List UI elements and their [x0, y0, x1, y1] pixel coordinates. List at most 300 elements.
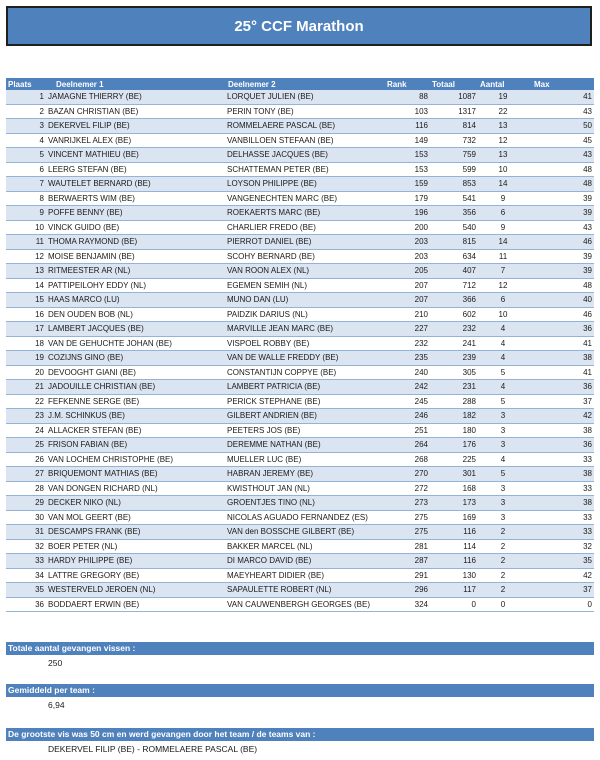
- cell-rank: 232: [385, 336, 430, 351]
- cell-plaats: 35: [6, 583, 46, 598]
- cell-aantal: 4: [478, 336, 528, 351]
- cell-max: 42: [528, 409, 594, 424]
- cell-deelnemer1: POFFE BENNY (BE): [46, 206, 225, 221]
- cell-rank: 103: [385, 104, 430, 119]
- cell-deelnemer1: BAZAN CHRISTIAN (BE): [46, 104, 225, 119]
- cell-aantal: 9: [478, 191, 528, 206]
- cell-deelnemer1: FRISON FABIAN (BE): [46, 438, 225, 453]
- table-row: [6, 438, 594, 453]
- cell-max: 0: [528, 597, 594, 612]
- cell-deelnemer1: THOMA RAYMOND (BE): [46, 235, 225, 250]
- cell-plaats: 23: [6, 409, 46, 424]
- cell-aantal: 3: [478, 481, 528, 496]
- cell-aantal: 3: [478, 510, 528, 525]
- cell-totaal: 241: [430, 336, 478, 351]
- cell-aantal: 4: [478, 322, 528, 337]
- cell-deelnemer1: FEFKENNE SERGE (BE): [46, 394, 225, 409]
- cell-deelnemer1: BODDAERT ERWIN (BE): [46, 597, 225, 612]
- cell-deelnemer1: HAAS MARCO (LU): [46, 293, 225, 308]
- cell-totaal: 602: [430, 307, 478, 322]
- table-row: [6, 554, 594, 569]
- cell-totaal: 356: [430, 206, 478, 221]
- cell-plaats: 1: [6, 90, 46, 104]
- table-row: [6, 206, 594, 221]
- cell-deelnemer2: HABRAN JEREMY (BE): [225, 467, 385, 482]
- cell-aantal: 10: [478, 307, 528, 322]
- cell-deelnemer2: NICOLAS AGUADO FERNANDEZ (ES): [225, 510, 385, 525]
- cell-aantal: 0: [478, 597, 528, 612]
- cell-max: 39: [528, 249, 594, 264]
- col-header-deelnemer1: Deelnemer 1: [46, 78, 225, 90]
- cell-deelnemer1: ALLACKER STEFAN (BE): [46, 423, 225, 438]
- cell-max: 46: [528, 307, 594, 322]
- cell-plaats: 8: [6, 191, 46, 206]
- cell-totaal: 114: [430, 539, 478, 554]
- cell-plaats: 2: [6, 104, 46, 119]
- cell-aantal: 7: [478, 264, 528, 279]
- cell-totaal: 541: [430, 191, 478, 206]
- cell-rank: 88: [385, 90, 430, 104]
- cell-deelnemer2: PERICK STEPHANE (BE): [225, 394, 385, 409]
- cell-deelnemer1: VAN MOL GEERT (BE): [46, 510, 225, 525]
- cell-plaats: 6: [6, 162, 46, 177]
- cell-totaal: 1317: [430, 104, 478, 119]
- cell-rank: 207: [385, 278, 430, 293]
- cell-deelnemer1: PATTIPEILOHY EDDY (NL): [46, 278, 225, 293]
- table-row: [6, 568, 594, 583]
- cell-totaal: 815: [430, 235, 478, 250]
- cell-totaal: 225: [430, 452, 478, 467]
- cell-deelnemer2: VAN CAUWENBERGH GEORGES (BE): [225, 597, 385, 612]
- cell-totaal: 853: [430, 177, 478, 192]
- cell-plaats: 5: [6, 148, 46, 163]
- results-table: [6, 78, 594, 612]
- cell-max: 33: [528, 525, 594, 540]
- cell-deelnemer1: RITMEESTER AR (NL): [46, 264, 225, 279]
- cell-rank: 227: [385, 322, 430, 337]
- cell-max: 48: [528, 162, 594, 177]
- cell-aantal: 10: [478, 162, 528, 177]
- table-row: [6, 162, 594, 177]
- cell-max: 39: [528, 206, 594, 221]
- cell-deelnemer2: VAN DE WALLE FREDDY (BE): [225, 351, 385, 366]
- cell-deelnemer1: DESCAMPS FRANK (BE): [46, 525, 225, 540]
- cell-aantal: 3: [478, 496, 528, 511]
- cell-deelnemer1: HARDY PHILIPPE (BE): [46, 554, 225, 569]
- cell-aantal: 2: [478, 539, 528, 554]
- cell-max: 36: [528, 322, 594, 337]
- cell-totaal: 407: [430, 264, 478, 279]
- cell-plaats: 12: [6, 249, 46, 264]
- cell-rank: 324: [385, 597, 430, 612]
- table-row: [6, 452, 594, 467]
- cell-max: 38: [528, 423, 594, 438]
- cell-aantal: 3: [478, 409, 528, 424]
- cell-deelnemer1: VAN LOCHEM CHRISTOPHE (BE): [46, 452, 225, 467]
- cell-aantal: 5: [478, 467, 528, 482]
- cell-max: 43: [528, 104, 594, 119]
- table-row: [6, 220, 594, 235]
- cell-plaats: 17: [6, 322, 46, 337]
- cell-aantal: 2: [478, 525, 528, 540]
- summary-average-label: Gemiddeld per team :: [6, 684, 594, 697]
- summary-total-value: 250: [48, 658, 63, 668]
- cell-rank: 268: [385, 452, 430, 467]
- page-title: 25° CCF Marathon: [234, 17, 364, 35]
- cell-totaal: 231: [430, 380, 478, 395]
- table-row: [6, 539, 594, 554]
- cell-aantal: 2: [478, 554, 528, 569]
- table-row: [6, 351, 594, 366]
- cell-rank: 205: [385, 264, 430, 279]
- cell-deelnemer1: VAN DE GEHUCHTE JOHAN (BE): [46, 336, 225, 351]
- cell-aantal: 4: [478, 380, 528, 395]
- cell-max: 41: [528, 365, 594, 380]
- table-row: [6, 525, 594, 540]
- cell-plaats: 14: [6, 278, 46, 293]
- cell-deelnemer2: VISPOEL ROBBY (BE): [225, 336, 385, 351]
- cell-plaats: 24: [6, 423, 46, 438]
- cell-plaats: 30: [6, 510, 46, 525]
- cell-totaal: 1087: [430, 90, 478, 104]
- cell-rank: 153: [385, 148, 430, 163]
- cell-deelnemer2: VAN ROON ALEX (NL): [225, 264, 385, 279]
- cell-totaal: 173: [430, 496, 478, 511]
- cell-totaal: 0: [430, 597, 478, 612]
- cell-totaal: 182: [430, 409, 478, 424]
- table-row: [6, 322, 594, 337]
- cell-totaal: 168: [430, 481, 478, 496]
- cell-plaats: 20: [6, 365, 46, 380]
- col-header-totaal: Totaal: [430, 78, 478, 90]
- cell-rank: 196: [385, 206, 430, 221]
- cell-aantal: 12: [478, 133, 528, 148]
- cell-deelnemer2: MARVILLE JEAN MARC (BE): [225, 322, 385, 337]
- cell-totaal: 599: [430, 162, 478, 177]
- cell-plaats: 32: [6, 539, 46, 554]
- cell-aantal: 6: [478, 293, 528, 308]
- table-row: [6, 235, 594, 250]
- table-header-row: [6, 78, 594, 90]
- cell-deelnemer2: GILBERT ANDRIEN (BE): [225, 409, 385, 424]
- cell-rank: 281: [385, 539, 430, 554]
- summary-average-value: 6,94: [48, 700, 65, 710]
- cell-deelnemer2: CHARLIER FREDO (BE): [225, 220, 385, 235]
- cell-max: 39: [528, 191, 594, 206]
- cell-totaal: 301: [430, 467, 478, 482]
- table-row: [6, 365, 594, 380]
- cell-rank: 291: [385, 568, 430, 583]
- cell-max: 37: [528, 583, 594, 598]
- cell-plaats: 25: [6, 438, 46, 453]
- cell-rank: 159: [385, 177, 430, 192]
- cell-deelnemer2: EGEMEN SEMIH (NL): [225, 278, 385, 293]
- table-row: [6, 467, 594, 482]
- table-row: [6, 278, 594, 293]
- cell-deelnemer2: KWISTHOUT JAN (NL): [225, 481, 385, 496]
- cell-deelnemer1: VAN DONGEN RICHARD (NL): [46, 481, 225, 496]
- cell-max: 40: [528, 293, 594, 308]
- cell-deelnemer2: LORQUET JULIEN (BE): [225, 90, 385, 104]
- cell-deelnemer2: BAKKER MARCEL (NL): [225, 539, 385, 554]
- cell-deelnemer1: DEKERVEL FILIP (BE): [46, 119, 225, 134]
- cell-deelnemer2: DELHASSE JACQUES (BE): [225, 148, 385, 163]
- table-row: [6, 191, 594, 206]
- cell-deelnemer2: PAIDZIK DARIUS (NL): [225, 307, 385, 322]
- cell-max: 42: [528, 568, 594, 583]
- cell-rank: 251: [385, 423, 430, 438]
- cell-plaats: 15: [6, 293, 46, 308]
- summary-biggest-label: De grootste vis was 50 cm en werd gevangen door het team / de teams van :: [6, 728, 594, 741]
- cell-aantal: 22: [478, 104, 528, 119]
- cell-rank: 179: [385, 191, 430, 206]
- cell-plaats: 3: [6, 119, 46, 134]
- cell-totaal: 117: [430, 583, 478, 598]
- cell-plaats: 26: [6, 452, 46, 467]
- cell-aantal: 14: [478, 177, 528, 192]
- cell-deelnemer1: J.M. SCHINKUS (BE): [46, 409, 225, 424]
- cell-deelnemer1: VANRIJKEL ALEX (BE): [46, 133, 225, 148]
- cell-plaats: 21: [6, 380, 46, 395]
- cell-max: 35: [528, 554, 594, 569]
- cell-max: 45: [528, 133, 594, 148]
- cell-max: 50: [528, 119, 594, 134]
- cell-deelnemer1: WESTERVELD JEROEN (NL): [46, 583, 225, 598]
- table-row: [6, 409, 594, 424]
- cell-deelnemer1: VINCENT MATHIEU (BE): [46, 148, 225, 163]
- cell-deelnemer2: MUELLER LUC (BE): [225, 452, 385, 467]
- cell-max: 43: [528, 148, 594, 163]
- table-row: [6, 496, 594, 511]
- cell-rank: 203: [385, 249, 430, 264]
- table-row: [6, 148, 594, 163]
- cell-deelnemer2: DI MARCO DAVID (BE): [225, 554, 385, 569]
- cell-rank: 296: [385, 583, 430, 598]
- cell-deelnemer2: ROMMELAERE PASCAL (BE): [225, 119, 385, 134]
- table-row: [6, 90, 594, 104]
- cell-rank: 116: [385, 119, 430, 134]
- cell-max: 46: [528, 235, 594, 250]
- cell-aantal: 2: [478, 568, 528, 583]
- cell-totaal: 180: [430, 423, 478, 438]
- table-row: [6, 249, 594, 264]
- cell-deelnemer1: LEERG STEFAN (BE): [46, 162, 225, 177]
- cell-aantal: 14: [478, 235, 528, 250]
- cell-plaats: 18: [6, 336, 46, 351]
- table-row: [6, 293, 594, 308]
- col-header-plaats: Plaats: [6, 78, 46, 90]
- cell-aantal: 4: [478, 452, 528, 467]
- table-row: [6, 380, 594, 395]
- cell-deelnemer2: SCOHY BERNARD (BE): [225, 249, 385, 264]
- cell-deelnemer1: LATTRE GREGORY (BE): [46, 568, 225, 583]
- table-row: [6, 177, 594, 192]
- cell-aantal: 4: [478, 351, 528, 366]
- cell-plaats: 7: [6, 177, 46, 192]
- table-row: [6, 119, 594, 134]
- cell-deelnemer1: DEN OUDEN BOB (NL): [46, 307, 225, 322]
- cell-plaats: 16: [6, 307, 46, 322]
- cell-totaal: 540: [430, 220, 478, 235]
- table-row: [6, 336, 594, 351]
- cell-max: 38: [528, 496, 594, 511]
- cell-deelnemer2: MAEYHEART DIDIER (BE): [225, 568, 385, 583]
- cell-max: 41: [528, 90, 594, 104]
- cell-plaats: 4: [6, 133, 46, 148]
- cell-max: 38: [528, 351, 594, 366]
- cell-aantal: 13: [478, 119, 528, 134]
- cell-totaal: 305: [430, 365, 478, 380]
- cell-plaats: 31: [6, 525, 46, 540]
- cell-max: 38: [528, 467, 594, 482]
- cell-deelnemer1: JAMAGNE THIERRY (BE): [46, 90, 225, 104]
- cell-totaal: 116: [430, 525, 478, 540]
- cell-plaats: 22: [6, 394, 46, 409]
- summary-total-label: Totale aantal gevangen vissen :: [6, 642, 594, 655]
- cell-deelnemer1: MOISE BENJAMIN (BE): [46, 249, 225, 264]
- cell-deelnemer1: JADOUILLE CHRISTIAN (BE): [46, 380, 225, 395]
- cell-plaats: 13: [6, 264, 46, 279]
- cell-plaats: 10: [6, 220, 46, 235]
- col-header-max: Max: [528, 78, 594, 90]
- cell-rank: 264: [385, 438, 430, 453]
- cell-aantal: 9: [478, 220, 528, 235]
- table-row: [6, 510, 594, 525]
- cell-aantal: 11: [478, 249, 528, 264]
- cell-aantal: 3: [478, 438, 528, 453]
- cell-totaal: 366: [430, 293, 478, 308]
- cell-deelnemer1: VINCK GUIDO (BE): [46, 220, 225, 235]
- cell-plaats: 33: [6, 554, 46, 569]
- cell-aantal: 12: [478, 278, 528, 293]
- cell-totaal: 712: [430, 278, 478, 293]
- cell-plaats: 29: [6, 496, 46, 511]
- cell-plaats: 27: [6, 467, 46, 482]
- cell-deelnemer2: SCHATTEMAN PETER (BE): [225, 162, 385, 177]
- cell-deelnemer2: CONSTANTIJN COPPYE (BE): [225, 365, 385, 380]
- cell-rank: 235: [385, 351, 430, 366]
- table-row: [6, 264, 594, 279]
- cell-aantal: 5: [478, 365, 528, 380]
- cell-deelnemer2: GROENTJES TINO (NL): [225, 496, 385, 511]
- cell-max: 33: [528, 452, 594, 467]
- col-header-deelnemer2: Deelnemer 2: [225, 78, 385, 90]
- cell-plaats: 34: [6, 568, 46, 583]
- cell-rank: 240: [385, 365, 430, 380]
- cell-totaal: 232: [430, 322, 478, 337]
- table-row: [6, 307, 594, 322]
- col-header-aantal: Aantal: [478, 78, 528, 90]
- cell-plaats: 11: [6, 235, 46, 250]
- cell-deelnemer2: VANBILLOEN STEFAAN (BE): [225, 133, 385, 148]
- cell-plaats: 28: [6, 481, 46, 496]
- cell-deelnemer1: BERWAERTS WIM (BE): [46, 191, 225, 206]
- cell-deelnemer1: BOER PETER (NL): [46, 539, 225, 554]
- cell-totaal: 130: [430, 568, 478, 583]
- cell-deelnemer1: BRIQUEMONT MATHIAS (BE): [46, 467, 225, 482]
- cell-rank: 275: [385, 525, 430, 540]
- cell-rank: 287: [385, 554, 430, 569]
- cell-max: 41: [528, 336, 594, 351]
- cell-aantal: 2: [478, 583, 528, 598]
- table-body: [6, 90, 594, 612]
- cell-deelnemer2: ROEKAERTS MARC (BE): [225, 206, 385, 221]
- cell-rank: 203: [385, 235, 430, 250]
- cell-plaats: 9: [6, 206, 46, 221]
- cell-totaal: 176: [430, 438, 478, 453]
- cell-rank: 272: [385, 481, 430, 496]
- cell-rank: 245: [385, 394, 430, 409]
- cell-max: 37: [528, 394, 594, 409]
- cell-deelnemer2: PERIN TONY (BE): [225, 104, 385, 119]
- cell-deelnemer2: LAMBERT PATRICIA (BE): [225, 380, 385, 395]
- cell-deelnemer1: DEVOOGHT GIANI (BE): [46, 365, 225, 380]
- cell-aantal: 13: [478, 148, 528, 163]
- cell-deelnemer2: SAPAULETTE ROBERT (NL): [225, 583, 385, 598]
- cell-deelnemer1: DECKER NIKO (NL): [46, 496, 225, 511]
- cell-totaal: 116: [430, 554, 478, 569]
- cell-plaats: 19: [6, 351, 46, 366]
- cell-deelnemer1: LAMBERT JACQUES (BE): [46, 322, 225, 337]
- cell-totaal: 239: [430, 351, 478, 366]
- cell-rank: 275: [385, 510, 430, 525]
- cell-rank: 242: [385, 380, 430, 395]
- cell-max: 33: [528, 481, 594, 496]
- cell-aantal: 3: [478, 423, 528, 438]
- cell-plaats: 36: [6, 597, 46, 612]
- cell-rank: 207: [385, 293, 430, 308]
- cell-deelnemer2: PEETERS JOS (BE): [225, 423, 385, 438]
- table-row: [6, 583, 594, 598]
- cell-deelnemer2: MUNO DAN (LU): [225, 293, 385, 308]
- cell-deelnemer2: VAN den BOSSCHE GILBERT (BE): [225, 525, 385, 540]
- cell-max: 33: [528, 510, 594, 525]
- cell-deelnemer2: DEREMME NATHAN (BE): [225, 438, 385, 453]
- col-header-rank: Rank: [385, 78, 430, 90]
- cell-totaal: 634: [430, 249, 478, 264]
- cell-rank: 149: [385, 133, 430, 148]
- cell-max: 36: [528, 438, 594, 453]
- cell-totaal: 288: [430, 394, 478, 409]
- table-row: [6, 481, 594, 496]
- cell-totaal: 814: [430, 119, 478, 134]
- cell-rank: 210: [385, 307, 430, 322]
- cell-max: 43: [528, 220, 594, 235]
- cell-max: 48: [528, 278, 594, 293]
- cell-deelnemer1: WAUTELET BERNARD (BE): [46, 177, 225, 192]
- table-row: [6, 394, 594, 409]
- summary-biggest-value: DEKERVEL FILIP (BE) - ROMMELAERE PASCAL (BE): [48, 744, 258, 754]
- cell-rank: 270: [385, 467, 430, 482]
- cell-max: 36: [528, 380, 594, 395]
- cell-rank: 153: [385, 162, 430, 177]
- cell-deelnemer2: VANGENECHTEN MARC (BE): [225, 191, 385, 206]
- cell-deelnemer1: COZIJNS GINO (BE): [46, 351, 225, 366]
- table-row: [6, 423, 594, 438]
- cell-deelnemer2: PIERROT DANIEL (BE): [225, 235, 385, 250]
- table-row: [6, 133, 594, 148]
- cell-totaal: 169: [430, 510, 478, 525]
- cell-rank: 246: [385, 409, 430, 424]
- cell-rank: 273: [385, 496, 430, 511]
- cell-max: 48: [528, 177, 594, 192]
- cell-totaal: 759: [430, 148, 478, 163]
- cell-rank: 200: [385, 220, 430, 235]
- title-banner: [6, 6, 592, 46]
- cell-deelnemer2: LOYSON PHILIPPE (BE): [225, 177, 385, 192]
- table-row: [6, 104, 594, 119]
- table-row: [6, 597, 594, 612]
